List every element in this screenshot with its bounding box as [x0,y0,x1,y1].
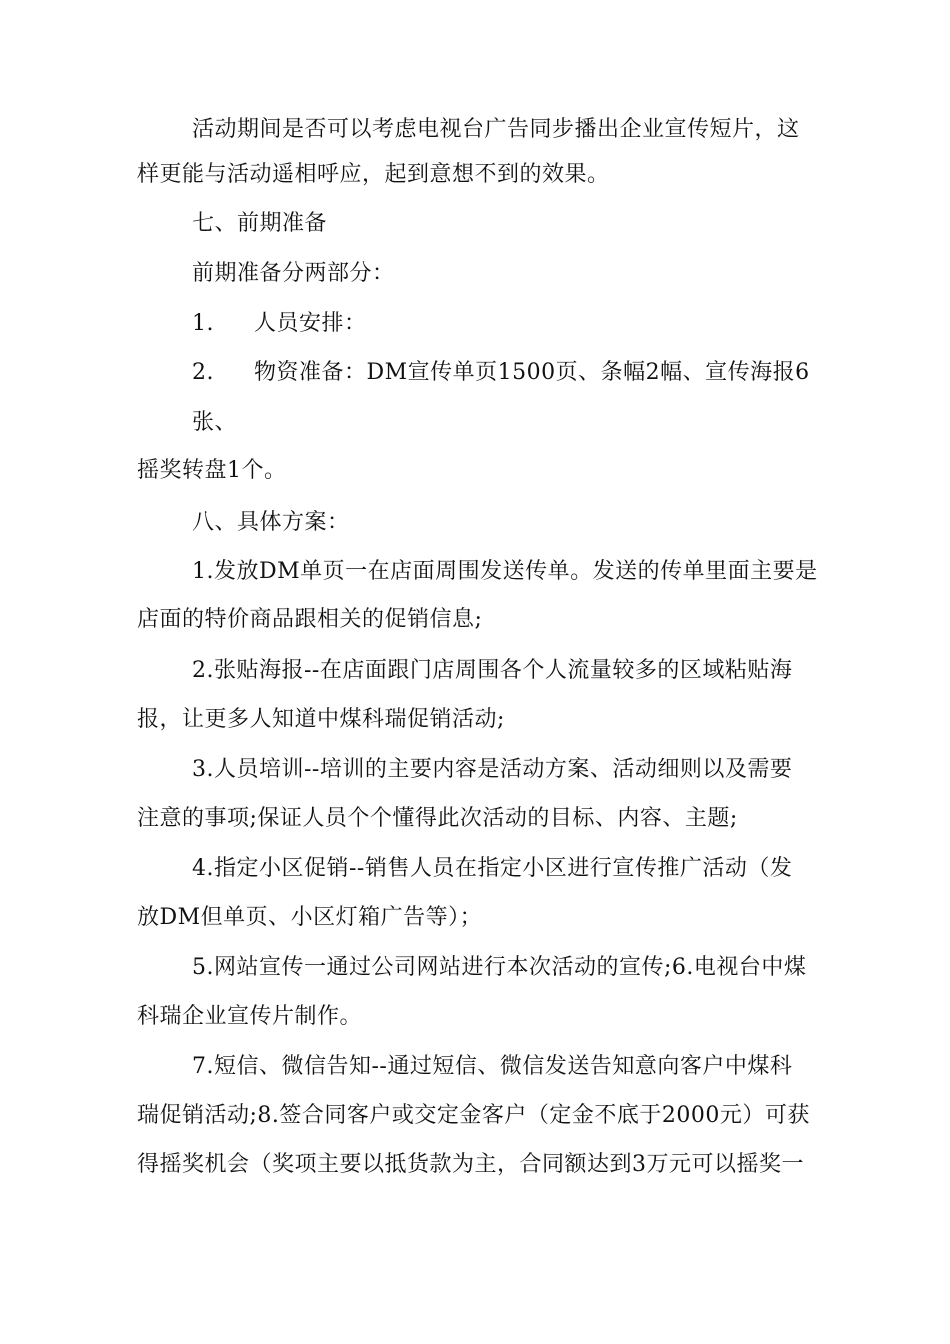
paragraph-line: 2.张贴海报--在店面跟门店周围各个人流量较多的区域粘贴海 [192,658,793,683]
list-item-text: 人员安排： [254,311,367,336]
paragraph-line: 样更能与活动遥相呼应，起到意想不到的效果。 [137,162,610,187]
list-item-number: 2. [192,360,214,385]
paragraph-line: 瑞促销活动;8.签合同客户或交定金客户（定金不底于2000元）可获 [137,1103,810,1128]
paragraph-line: 3.人员培训--培训的主要内容是活动方案、活动细则以及需要 [192,757,793,782]
paragraph-line: 报，让更多人知道中煤科瑞促销活动; [137,707,505,732]
list-item-number: 1. [192,311,214,336]
paragraph-line: 1.发放DM单页一在店面周围发送传单。发送的传单里面主要是 [192,559,818,584]
paragraph-line: 前期准备分两部分： [192,261,395,286]
paragraph-line: 科瑞企业宣传片制作。 [137,1004,363,1029]
paragraph-line: 7.短信、微信告知--通过短信、微信发送告知意向客户中煤科 [192,1054,793,1079]
section-heading: 八、具体方案： [192,510,350,535]
paragraph-line: 张、 [192,410,238,435]
list-item [192,309,367,339]
paragraph-line: 店面的特价商品跟相关的促销信息; [137,607,483,632]
paragraph-line: 注意的事项;保证人员个个懂得此次活动的目标、内容、主题; [137,806,738,831]
section-heading: 七、前期准备 [192,211,328,236]
paragraph-line: 4.指定小区促销--销售人员在指定小区进行宣传推广活动（发 [192,856,793,881]
paragraph-line: 放DM但单页、小区灯箱广告等）； [137,905,483,930]
paragraph-line: 活动期间是否可以考虑电视台广告同步播出企业宣传短片，这 [192,117,800,142]
paragraph-line: 摇奖转盘1个。 [137,458,287,483]
paragraph-line: 得摇奖机会（奖项主要以抵货款为主，合同额达到3万元可以摇奖一 [137,1152,804,1177]
list-item [192,358,810,388]
paragraph-line: 5.网站宣传一通过公司网站进行本次活动的宣传;6.电视台中煤 [192,955,807,980]
list-item-text: 物资准备：DM宣传单页1500页、条幅2幅、宣传海报6 [254,360,810,385]
